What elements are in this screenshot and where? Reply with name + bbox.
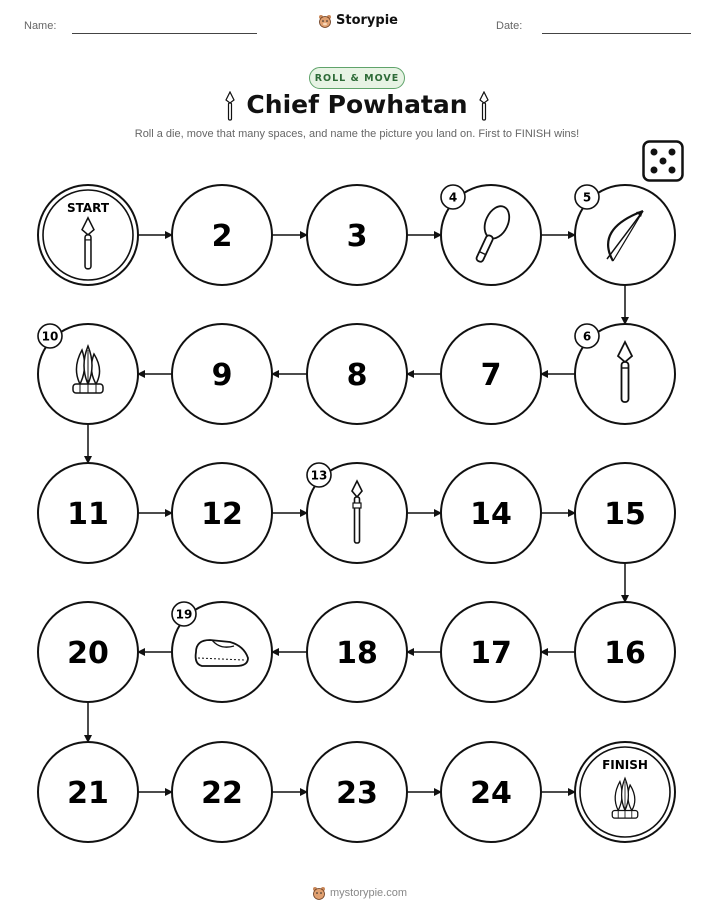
space-number: 22 [201,776,243,811]
footer-url: mystorypie.com [330,887,408,899]
space-number: 20 [67,636,109,671]
brand-name: Storypie [336,13,398,28]
board-space-13[interactable] [307,463,407,563]
date-label: Date: [496,20,523,32]
space-label: FINISH [602,758,648,772]
board-space-1[interactable] [38,185,138,285]
space-number: 9 [211,358,233,393]
space-number: 21 [67,776,109,811]
space-number: 2 [211,219,233,254]
board-space-12[interactable] [172,463,272,563]
space-number: 14 [470,497,512,532]
board-space-15[interactable] [575,463,675,563]
space-number: 18 [336,636,378,671]
board-space-25[interactable] [575,742,675,842]
space-number: 19 [175,607,193,622]
board-space-9[interactable] [172,324,272,424]
space-number: 12 [201,497,243,532]
board-space-2[interactable] [172,185,272,285]
board-space-20[interactable] [38,602,138,702]
board-space-22[interactable] [172,742,272,842]
space-number: 10 [41,329,59,344]
board-space-19[interactable] [172,602,272,702]
roll-move-badge: ROLL & MOVE [309,67,405,89]
board-space-7[interactable] [441,324,541,424]
board-space-17[interactable] [441,602,541,702]
board-space-24[interactable] [441,742,541,842]
page-title: Chief Powhatan [246,90,468,119]
footer [312,886,407,900]
board-space-16[interactable] [575,602,675,702]
bear-icon [312,886,326,900]
space-number: 17 [470,636,512,671]
space-number: 6 [582,329,592,344]
space-number: 13 [310,468,328,483]
board-space-18[interactable] [307,602,407,702]
space-number: 8 [346,358,368,393]
board-space-10[interactable] [38,324,138,424]
space-number: 11 [67,497,109,532]
board-space-21[interactable] [38,742,138,842]
space-number: 4 [448,190,458,205]
space-number: 5 [582,190,592,205]
board-space-3[interactable] [307,185,407,285]
board-space-5[interactable] [575,185,675,285]
board-space-11[interactable] [38,463,138,563]
space-number: 3 [346,219,368,254]
board-space-8[interactable] [307,324,407,424]
space-number: 15 [604,497,646,532]
space-number: 23 [336,776,378,811]
space-number: 16 [604,636,646,671]
space-label: START [66,201,110,215]
space-number: 7 [480,358,502,393]
board-space-4[interactable] [441,185,541,285]
board-space-6[interactable] [575,324,675,424]
instructions: Roll a die, move that many spaces, and name the picture you land on. First to FINISH wins! [134,128,580,140]
space-number: 24 [470,776,512,811]
name-label: Name: [24,20,57,32]
board-space-23[interactable] [307,742,407,842]
board-space-14[interactable] [441,463,541,563]
